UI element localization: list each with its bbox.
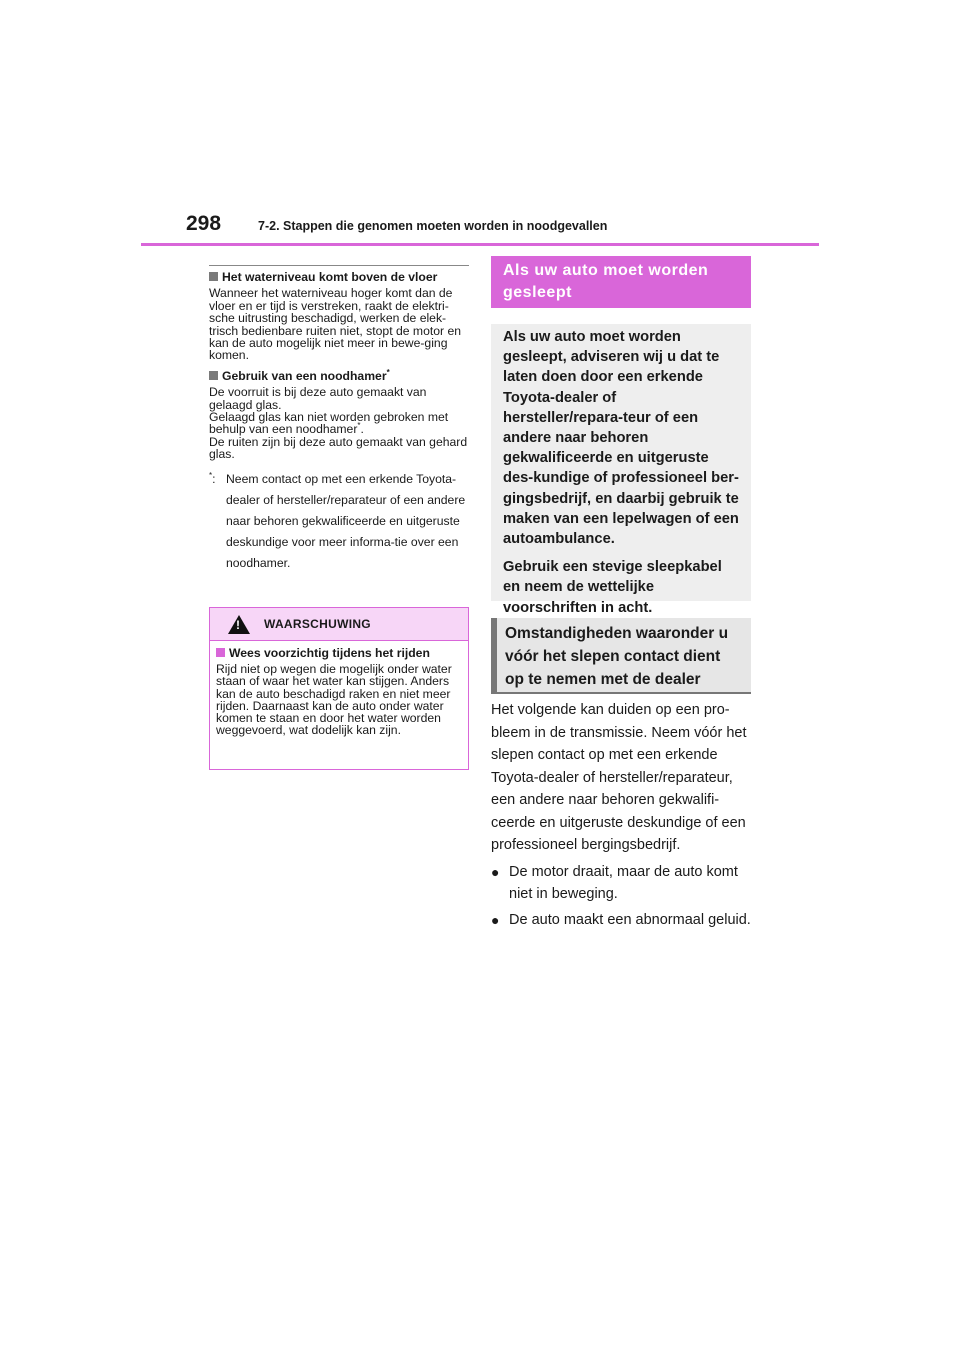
circumstances-text: Het volgende kan duiden op een pro-bleem in de transmissie. Neem vóór het slepen contact op met een erkende Toyota-dealer of hersteller/reparateur, een andere naar behoren gekwalifi-ceerde en uitgeruste deskundige of een professioneel bergingsbedrijf.	[491, 702, 747, 853]
heading-emergency-hammer: Gebruik van een noodhamer*	[209, 370, 469, 382]
warning-heading: Wees voorzichtig tijdens het rijden	[216, 647, 462, 659]
left-column	[209, 265, 469, 574]
warning-box	[209, 607, 469, 770]
towing-advice-text: Als uw auto moet worden gesleept, adviseren wij u dat te laten doen door een erkende Toyota-dealer of hersteller/repara-teur of een andere naar behoren gekwalificeerde en uitgeruste des-kundige of professioneel ber-gingsbedrijf, en daarbij gebruik te maken van een lepelwagen of een autoambulance.	[503, 329, 739, 548]
square-bullet-icon	[216, 648, 225, 657]
warning-label: WAARSCHUWING	[264, 617, 371, 631]
footnote: *: Neem contact op met een erkende Toyota-dealer of hersteller/reparateur of een andere naar behoren gekwalificeerde en uitgeruste deskundige voor meer informa-tie over een noodhamer.	[209, 470, 466, 570]
list-item: ● De auto maakt een abnormaal geluid.	[491, 909, 751, 932]
section-title: 7-2. Stappen die genomen moeten worden in noodgevallen	[258, 219, 608, 233]
warning-header	[210, 608, 468, 641]
warning-body	[210, 641, 468, 736]
bullet-icon: ●	[491, 911, 500, 928]
list-item: ● De motor draait, maar de auto komt niet in beweging.	[491, 861, 751, 906]
towing-cable-text: Gebruik een stevige sleepkabel en neem de wettelijke voorschriften in acht.	[503, 559, 722, 616]
header-rule	[141, 243, 819, 246]
circumstances-body	[491, 699, 751, 934]
warning-text: Rijd niet op wegen die mogelijk onder water staan of waar het water kan stijgen. Anders kan de auto beschadigd raken en niet meer rijden. Daarnaast kan de auto onder water komen te staan en door het water worden weggevoerd, wat dodelijk kan zijn.	[216, 662, 452, 738]
water-level-text: Wanneer het waterniveau hoger komt dan de vloer en er tijd is verstreken, raakt de elektri-sche uitrusting beschadigd, werken de elek-trisch bedienbare ruiten niet, stopt de motor en kan de auto mogelijk niet meer in bewe-ging komen.	[209, 286, 462, 363]
emergency-hammer-text: De voorruit is bij deze auto gemaakt van gelaagd glas. Gelaagd glas kan niet worden gebroken met behulp van een noodhamer*. De ruiten zijn bij deze auto gemaakt van gehard glas.	[209, 385, 468, 462]
heading-water-level: Het waterniveau komt boven de vloer	[209, 271, 469, 283]
square-bullet-icon	[209, 272, 218, 281]
towing-advice-box	[491, 324, 751, 616]
circumstances-subtitle: Omstandigheden waaronder u vóór het slepen contact dient op te nemen met de dealer	[491, 618, 751, 694]
top-rule	[209, 265, 469, 266]
page-number: 298	[186, 212, 222, 235]
towing-title: Als uw auto moet worden gesleept	[491, 256, 751, 308]
warning-triangle-icon: !	[228, 615, 250, 634]
square-bullet-icon	[209, 371, 218, 380]
bullet-icon: ●	[491, 863, 500, 880]
